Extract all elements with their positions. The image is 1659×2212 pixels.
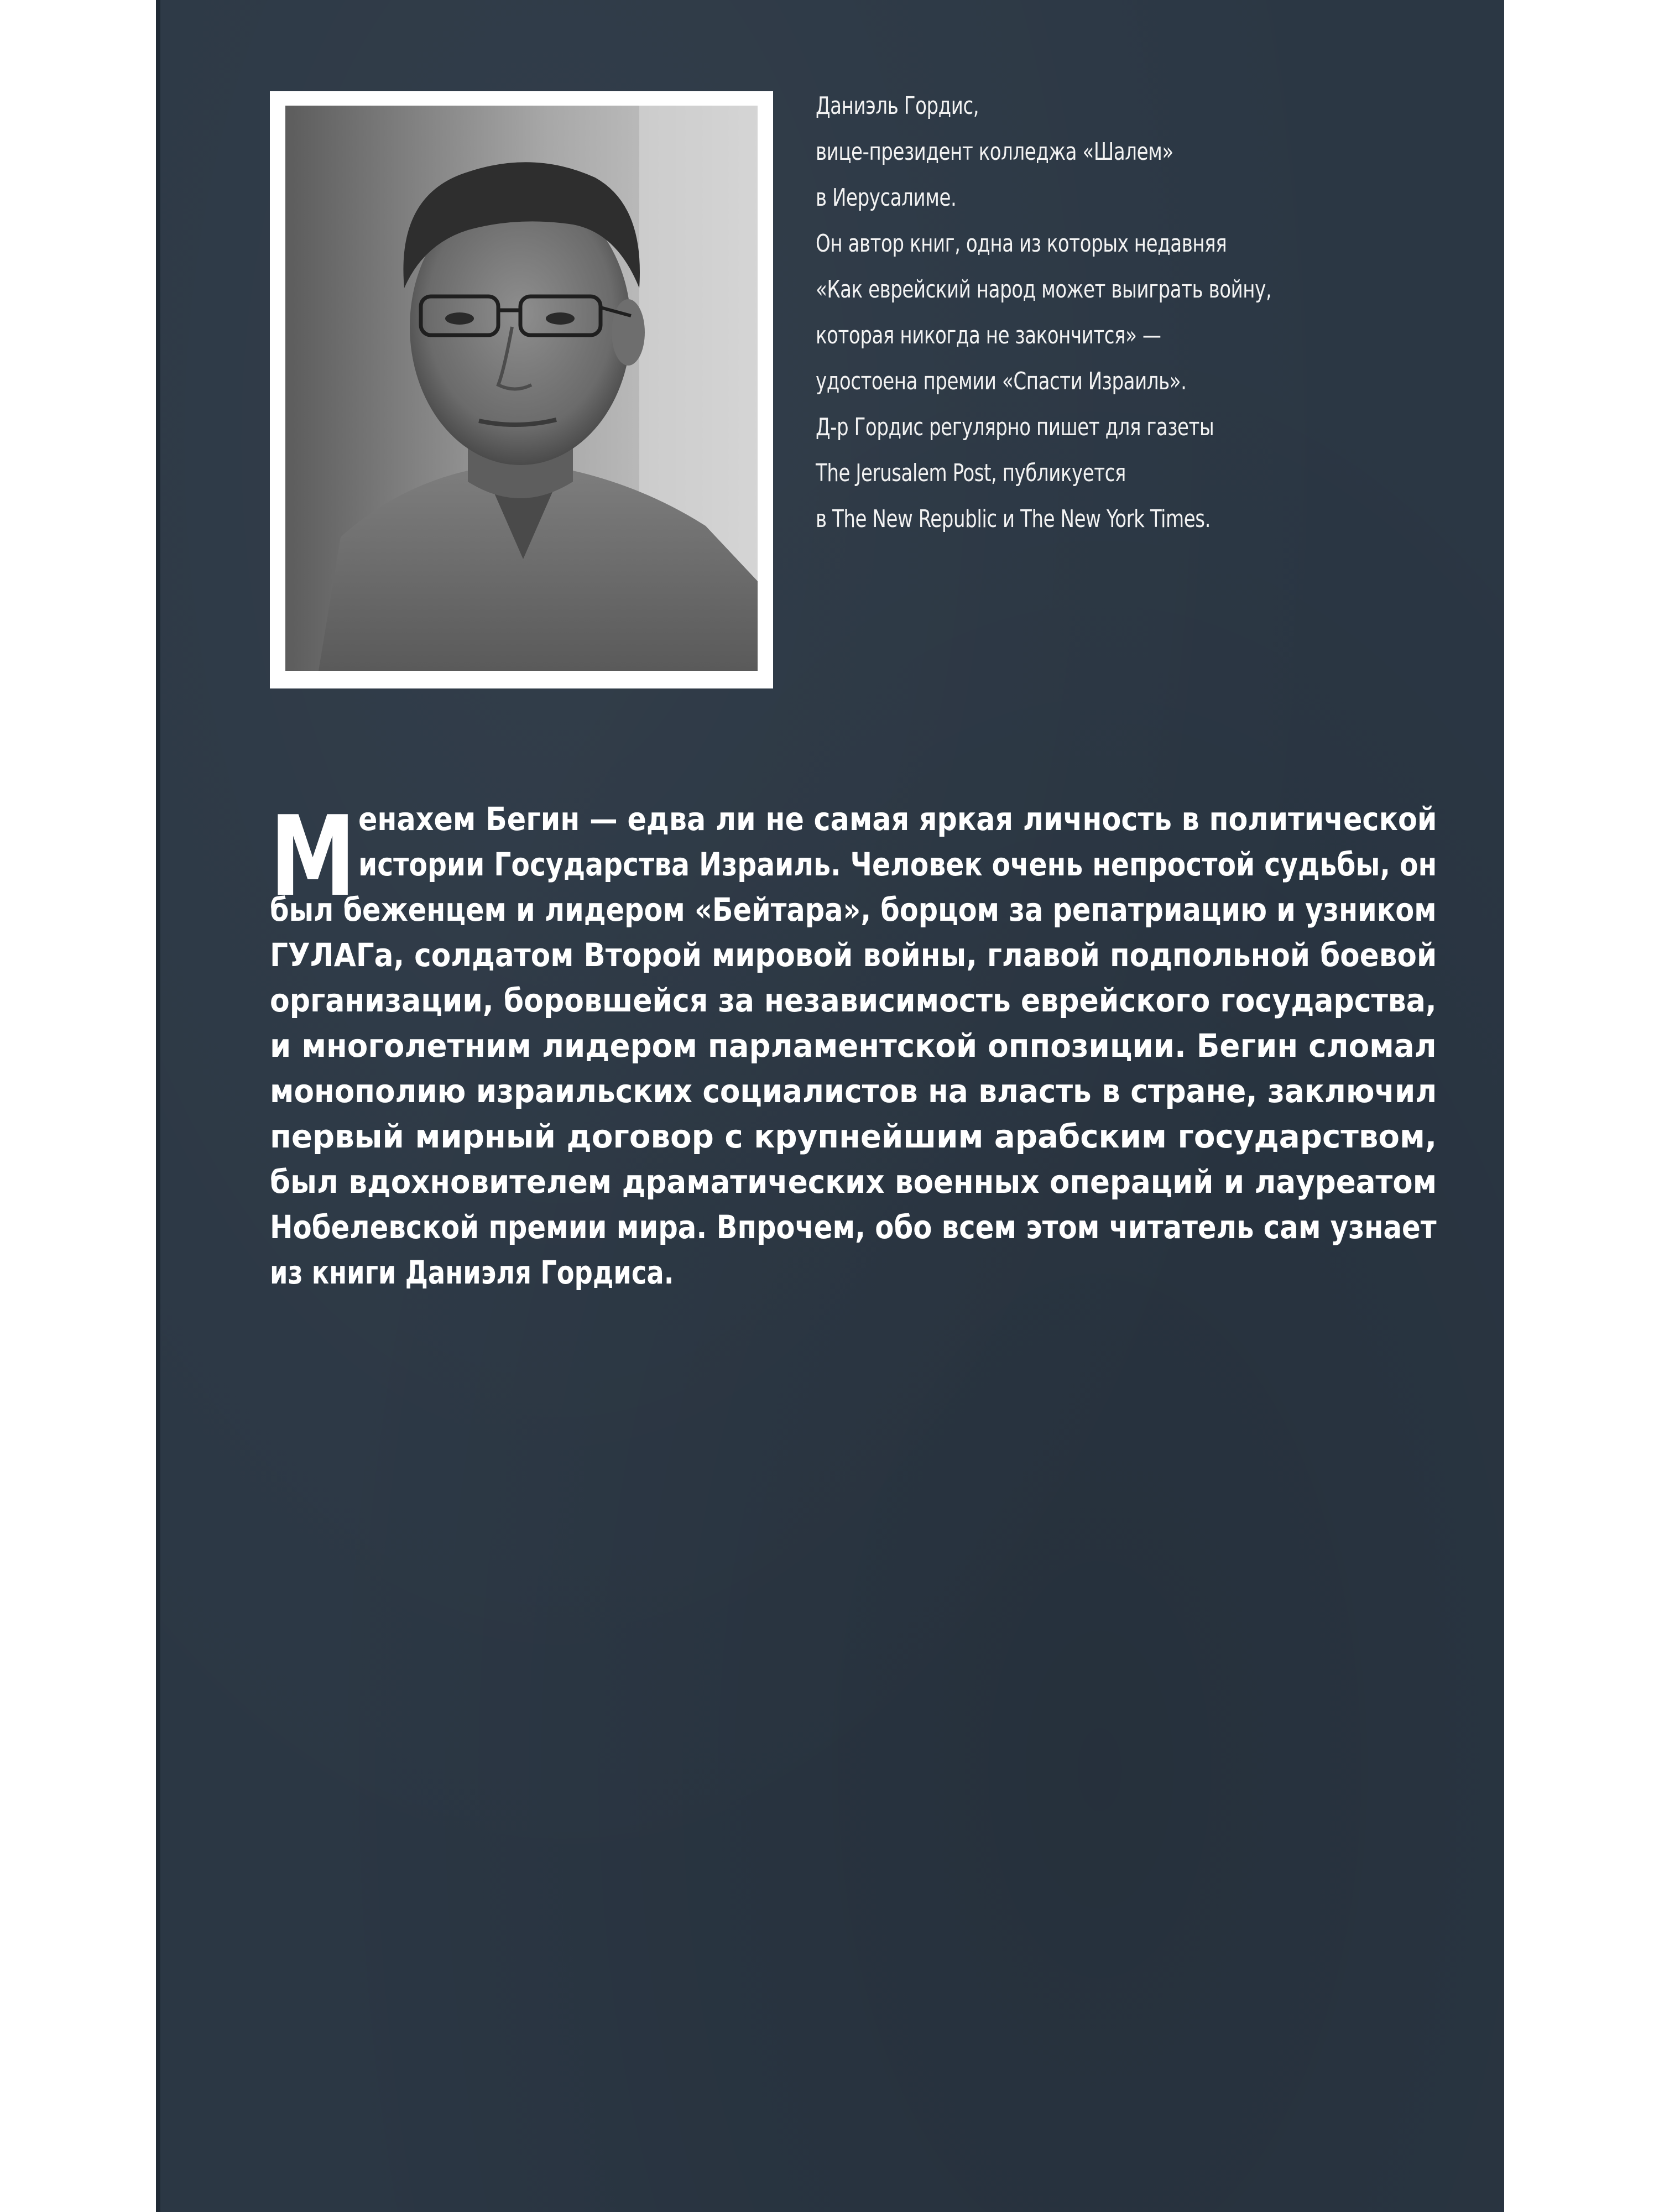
- annotation-line: первый мирный договор с крупнейшим арабским государством,: [270, 1118, 1437, 1155]
- annotation-line: был вдохновителем драматических военных операций и лауреатом: [270, 1163, 1437, 1201]
- author-bio: [816, 83, 1452, 542]
- author-bio-line: удостоена премии «Спасти Израиль».: [816, 367, 1187, 395]
- author-photo: [285, 106, 758, 671]
- author-bio-line: «Как еврейский народ может выиграть войну,: [816, 275, 1272, 304]
- author-bio-line: Д-р Гордис регулярно пишет для газеты: [816, 413, 1214, 441]
- annotation-line: истории Государства Израиль. Человек очень непростой судьбы, он: [358, 846, 1437, 883]
- author-bio-line: в Иерусалиме.: [816, 184, 957, 212]
- author-photo-frame: [270, 91, 773, 688]
- cover-spine-edge: [156, 0, 160, 2212]
- author-bio-line: Даниэль Гордис,: [816, 92, 979, 120]
- annotation-line: ГУЛАГа, солдатом Второй мировой войны, главой подпольной боевой: [270, 936, 1437, 974]
- author-bio-line: Он автор книг, одна из которых недавняя: [816, 229, 1227, 258]
- annotation-line: енахем Бегин — едва ли не самая яркая личность в политической: [358, 800, 1437, 838]
- annotation-line: монополию израильских социалистов на власть в стране, заключил: [270, 1072, 1437, 1110]
- annotation-line: и многолетним лидером парламентской оппозиции. Бегин сломал: [270, 1027, 1437, 1065]
- author-portrait-image: [285, 106, 758, 671]
- annotation-dropcap: М: [270, 792, 356, 921]
- book-annotation: [270, 792, 1437, 1295]
- annotation-line: был беженцем и лидером «Бейтара», борцом за репатриацию и узником: [270, 891, 1437, 928]
- author-bio-line: вице-президент колледжа «Шалем»: [816, 138, 1173, 166]
- annotation-line: из книги Даниэля Гордиса.: [270, 1254, 674, 1291]
- annotation-line: организации, боровшейся за независимость еврейского государства,: [270, 982, 1437, 1019]
- annotation-line: Нобелевской премии мира. Впрочем, обо всем этом читатель сам узнает: [270, 1208, 1437, 1246]
- author-bio-line: The Jerusalem Post, публикуется: [816, 459, 1126, 487]
- author-bio-line: в The New Republic и The New York Times.: [816, 505, 1211, 533]
- author-bio-line: которая никогда не закончится» —: [816, 321, 1161, 349]
